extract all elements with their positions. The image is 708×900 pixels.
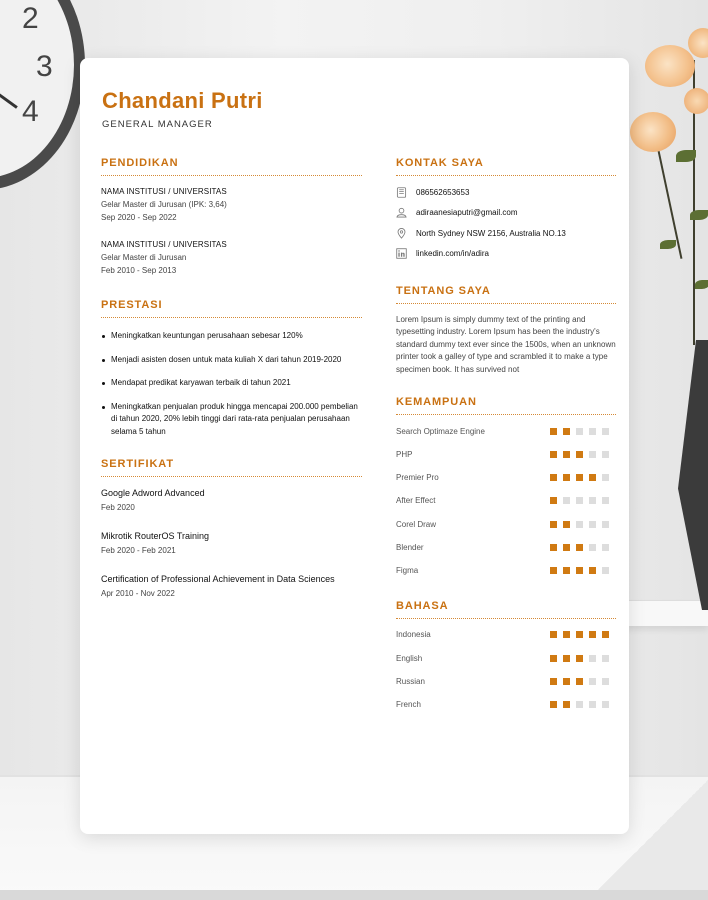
- languages-title: BAHASA: [396, 600, 616, 619]
- contact-location: [396, 227, 616, 239]
- contact-linkedin-text[interactable]: linkedin.com/in/adira: [416, 249, 489, 258]
- education-degree: Gelar Master di Jurusan: [101, 253, 187, 262]
- flower: [688, 28, 708, 58]
- bottom-strip: [0, 890, 708, 900]
- skill-rating: [550, 428, 609, 435]
- resume-role: GENERAL MANAGER: [102, 119, 213, 130]
- certification-item: [101, 487, 362, 514]
- rating-dot-empty: [589, 497, 596, 504]
- location-icon: [396, 228, 407, 239]
- rating-dot-empty: [589, 701, 596, 708]
- language-row: [396, 652, 616, 664]
- certification-date: Feb 2020 - Feb 2021: [101, 546, 176, 555]
- rating-dot-empty: [602, 544, 609, 551]
- leaf: [676, 150, 696, 162]
- rating-dot-empty: [602, 678, 609, 685]
- email-icon: [396, 207, 407, 218]
- language-name: Indonesia: [396, 630, 431, 640]
- language-rating: [550, 678, 609, 685]
- about-text: Lorem Ipsum is simply dummy text of the printing and typesetting industry. Lorem Ipsum has been the industry's standard dummy text ever since the 1500s, when an unknown printer took a galley of type and scrambled it to make a type specimen book. It has survived not: [396, 314, 616, 374]
- flower: [684, 88, 708, 114]
- rating-dot-filled: [589, 567, 596, 574]
- shelf: [625, 600, 708, 626]
- flower: [645, 45, 695, 87]
- education-institution: NAMA INSTITUSI / UNIVERSITAS: [101, 187, 227, 196]
- leaf: [660, 240, 676, 249]
- rating-dot-empty: [589, 451, 596, 458]
- skill-rating: [550, 567, 609, 574]
- skills-title: KEMAMPUAN: [396, 396, 616, 415]
- rating-dot-filled: [563, 428, 570, 435]
- leaf: [690, 210, 708, 220]
- education-institution: NAMA INSTITUSI / UNIVERSITAS: [101, 240, 227, 249]
- achievement-item: Meningkatkan keuntungan perusahaan sebesar 120%: [101, 330, 362, 343]
- linkedin-icon: [396, 248, 407, 259]
- right-column: [396, 157, 616, 711]
- rating-dot-filled: [576, 544, 583, 551]
- education-title: PENDIDIKAN: [101, 157, 362, 176]
- skill-rating: [550, 521, 609, 528]
- language-rating: [550, 631, 609, 638]
- rating-dot-filled: [576, 567, 583, 574]
- contact-phone: [396, 186, 616, 198]
- rating-dot-filled: [563, 521, 570, 528]
- skill-name: Blender: [396, 542, 424, 552]
- skill-name: Figma: [396, 566, 419, 576]
- rating-dot-filled: [576, 451, 583, 458]
- flower: [630, 112, 676, 152]
- rating-dot-filled: [576, 655, 583, 662]
- rating-dot-filled: [563, 678, 570, 685]
- rating-dot-filled: [589, 631, 596, 638]
- skill-name: PHP: [396, 449, 413, 459]
- certification-name: Mikrotik RouterOS Training: [101, 531, 210, 541]
- contact-location-text: North Sydney NSW 2156, Australia NO.13: [416, 228, 566, 238]
- skill-rating: [550, 497, 609, 504]
- language-name: French: [396, 700, 421, 710]
- rating-dot-empty: [602, 701, 609, 708]
- resume-card: [80, 58, 629, 834]
- rating-dot-empty: [602, 567, 609, 574]
- rating-dot-filled: [550, 428, 557, 435]
- rating-dot-empty: [589, 428, 596, 435]
- rating-dot-filled: [550, 544, 557, 551]
- rating-dot-empty: [576, 428, 583, 435]
- rating-dot-filled: [563, 474, 570, 481]
- rating-dot-filled: [550, 678, 557, 685]
- rating-dot-filled: [550, 451, 557, 458]
- skill-row: [396, 565, 616, 577]
- education-period: Feb 2010 - Sep 2013: [101, 266, 177, 275]
- certification-name: Certification of Professional Achievement in Data Sciences: [101, 574, 335, 584]
- vase: [678, 340, 708, 610]
- skill-rating: [550, 474, 609, 481]
- skill-rating: [550, 544, 609, 551]
- skill-name: Search Optimaze Engine: [396, 426, 485, 436]
- clock-number-3: 3: [36, 50, 53, 83]
- skill-row: [396, 425, 616, 437]
- language-row: [396, 629, 616, 641]
- language-row: [396, 675, 616, 687]
- leaf: [695, 280, 708, 289]
- rating-dot-filled: [550, 497, 557, 504]
- rating-dot-empty: [602, 451, 609, 458]
- contact-email-text: adiraanesiaputri@gmail.com: [416, 208, 518, 217]
- skill-row: [396, 472, 616, 484]
- rating-dot-empty: [576, 497, 583, 504]
- rating-dot-filled: [563, 631, 570, 638]
- rating-dot-filled: [550, 631, 557, 638]
- contact-phone-text: 086562653653: [416, 187, 470, 197]
- contact-email: [396, 207, 616, 219]
- rating-dot-empty: [602, 521, 609, 528]
- skill-name: After Effect: [396, 496, 436, 506]
- rating-dot-empty: [576, 701, 583, 708]
- skill-row: [396, 541, 616, 553]
- contact-linkedin[interactable]: [396, 248, 616, 260]
- rating-dot-empty: [602, 474, 609, 481]
- clock-number-2: 2: [22, 2, 39, 35]
- rating-dot-filled: [563, 701, 570, 708]
- certifications-title: SERTIFIKAT: [101, 458, 362, 477]
- phone-icon: [396, 187, 407, 198]
- clock-number-4: 4: [22, 95, 39, 128]
- rating-dot-filled: [563, 544, 570, 551]
- skill-row: [396, 448, 616, 460]
- rating-dot-empty: [602, 655, 609, 662]
- rating-dot-filled: [550, 474, 557, 481]
- education-degree: Gelar Master di Jurusan (IPK: 3,64): [101, 200, 227, 209]
- rating-dot-filled: [563, 567, 570, 574]
- about-title: TENTANG SAYA: [396, 285, 616, 304]
- rating-dot-filled: [602, 631, 609, 638]
- rating-dot-filled: [550, 655, 557, 662]
- language-name: Russian: [396, 676, 425, 686]
- rating-dot-empty: [602, 428, 609, 435]
- achievement-item: Menjadi asisten dosen untuk mata kuliah X dari tahun 2019-2020: [101, 354, 362, 367]
- rating-dot-empty: [602, 497, 609, 504]
- achievements-title: PRESTASI: [101, 299, 362, 318]
- achievements-list: [101, 330, 362, 438]
- education-period: Sep 2020 - Sep 2022: [101, 213, 177, 222]
- language-rating: [550, 655, 609, 662]
- rating-dot-filled: [550, 701, 557, 708]
- resume-name: Chandani Putri: [102, 88, 263, 113]
- rating-dot-filled: [563, 451, 570, 458]
- skill-name: Corel Draw: [396, 519, 437, 529]
- rating-dot-empty: [589, 521, 596, 528]
- language-row: [396, 699, 616, 711]
- skills-list: [396, 425, 616, 577]
- achievement-item: Meningkatkan penjualan produk hingga mencapai 200.000 pembelian di tahun 2020, 20% lebih tinggi dari rata-rata penjualan perusahaan selama 5 tahun: [101, 401, 362, 439]
- skill-name: Premier Pro: [396, 473, 439, 483]
- certification-date: Apr 2010 - Nov 2022: [101, 589, 175, 598]
- rating-dot-filled: [576, 631, 583, 638]
- rating-dot-empty: [589, 544, 596, 551]
- certification-item: [101, 573, 362, 600]
- rating-dot-filled: [550, 567, 557, 574]
- rating-dot-empty: [589, 678, 596, 685]
- language-rating: [550, 701, 609, 708]
- achievement-item: Mendapat predikat karyawan terbaik di tahun 2021: [101, 377, 362, 390]
- rating-dot-filled: [576, 678, 583, 685]
- skill-row: [396, 518, 616, 530]
- rating-dot-empty: [589, 655, 596, 662]
- language-name: English: [396, 653, 423, 663]
- left-column: [101, 157, 362, 600]
- rating-dot-empty: [576, 521, 583, 528]
- skill-rating: [550, 451, 609, 458]
- rating-dot-filled: [563, 655, 570, 662]
- education-item: [101, 239, 362, 277]
- education-item: [101, 186, 362, 224]
- languages-list: [396, 629, 616, 711]
- contact-title: KONTAK SAYA: [396, 157, 616, 176]
- certification-item: [101, 530, 362, 557]
- rating-dot-filled: [589, 474, 596, 481]
- rating-dot-filled: [550, 521, 557, 528]
- certification-name: Google Adword Advanced: [101, 488, 205, 498]
- rating-dot-filled: [576, 474, 583, 481]
- certification-date: Feb 2020: [101, 503, 135, 512]
- rating-dot-empty: [563, 497, 570, 504]
- skill-row: [396, 495, 616, 507]
